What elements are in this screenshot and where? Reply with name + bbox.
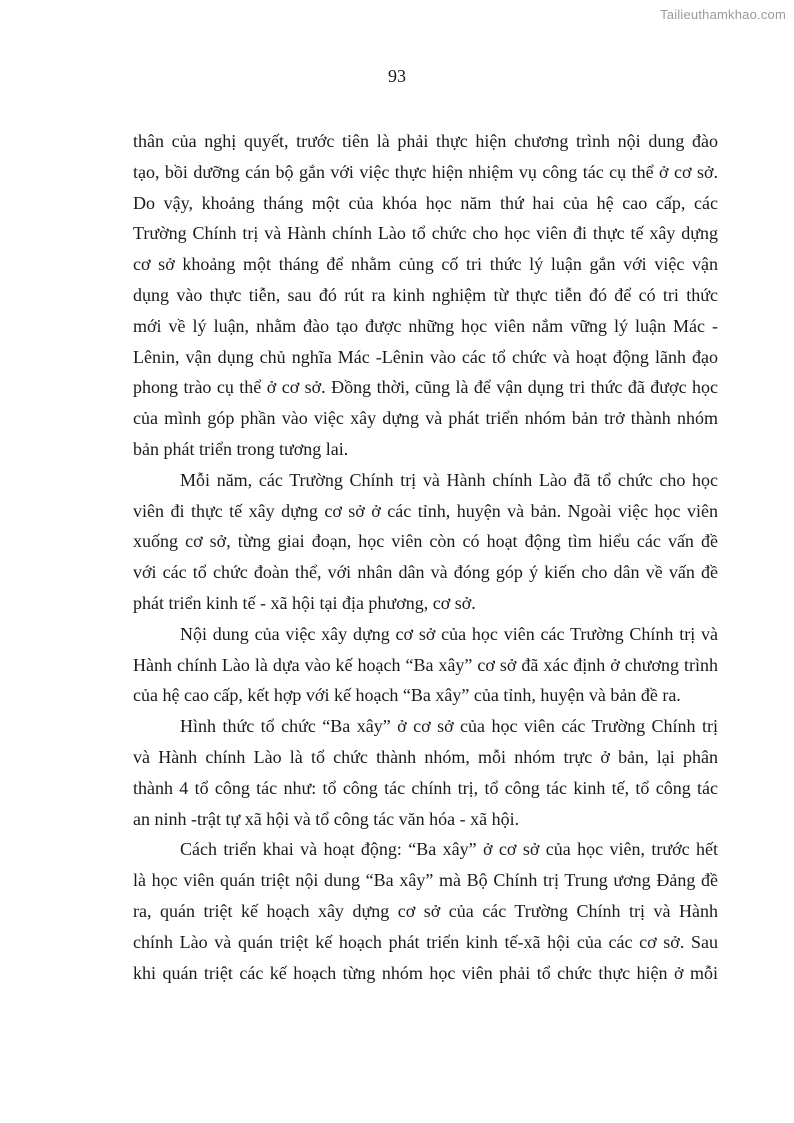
text-line: Nội dung của việc xây dựng cơ sở của học viên các Trường Chính trị và bbox=[180, 623, 718, 644]
text-line: của mình góp phần vào việc xây dựng và phát triển nhóm bản trở thành nhóm bbox=[133, 408, 718, 429]
text-line: mới về lý luận, nhằm đào tạo được những học viên nắm vững lý luận Mác - bbox=[133, 315, 718, 336]
text-line: thân của nghị quyết, trước tiên là phải thực hiện chương trình nội dung đào bbox=[133, 131, 718, 151]
text-line: là học viên quán triệt nội dung “Ba xây” mà Bộ Chính trị Trung ương Đảng đề bbox=[133, 870, 718, 891]
text-line: Lênin, vận dụng chủ nghĩa Mác -Lênin vào các tổ chức và hoạt động lãnh đạo bbox=[133, 346, 718, 367]
text-line: phát triển kinh tế - xã hội tại địa phương, cơ sở. bbox=[133, 592, 476, 613]
paragraph-2 bbox=[133, 465, 718, 619]
text-line: thành 4 tổ công tác như: tổ công tác chính trị, tổ công tác kinh tế, tổ công tác bbox=[133, 777, 718, 798]
text-line: cơ sở khoảng một tháng để nhằm củng cố tri thức lý luận gắn với việc vận bbox=[133, 254, 718, 275]
text-line: Hình thức tổ chức “Ba xây” ở cơ sở của học viên các Trường Chính trị bbox=[180, 716, 718, 737]
text-line: Trường Chính trị và Hành chính Lào tổ chức cho học viên đi thực tế xây dựng bbox=[133, 223, 718, 244]
text-line: chính Lào và quán triệt kế hoạch phát triển kinh tế-xã hội của các cơ sở. Sau bbox=[133, 931, 718, 952]
paragraph-3 bbox=[133, 619, 718, 711]
text-line: và Hành chính Lào là tổ chức thành nhóm, mỗi nhóm trực ở bản, lại phân bbox=[133, 746, 718, 767]
text-line: bản phát triển trong tương lai. bbox=[133, 438, 349, 459]
text-line: của hệ cao cấp, kết hợp với kế hoạch “Ba xây” của tỉnh, huyện và bản đề ra. bbox=[133, 685, 681, 706]
paragraph-1 bbox=[133, 126, 718, 465]
text-line: xuống cơ sở, từng giai đoạn, học viên còn có hoạt động tìm hiểu các vấn đề bbox=[133, 531, 718, 552]
text-line: Do vậy, khoảng tháng một của khóa học năm thứ hai của hệ cao cấp, các bbox=[133, 192, 718, 213]
paragraph-4 bbox=[133, 711, 718, 834]
text-line: Cách triển khai và hoạt động: “Ba xây” ở cơ sở của học viên, trước hết bbox=[180, 839, 718, 860]
text-line: Hành chính Lào là dựa vào kế hoạch “Ba xây” cơ sở đã xác định ở chương trình bbox=[133, 654, 718, 675]
text-line: viên đi thực tế xây dựng cơ sở ở các tỉnh, huyện và bản. Ngoài việc học viên bbox=[133, 500, 718, 521]
text-line: tạo, bồi dưỡng cán bộ gắn với việc thực hiện nhiệm vụ công tác cụ thể ở cơ sở. bbox=[133, 161, 718, 182]
text-line: với các tổ chức đoàn thể, với nhân dân và đóng góp ý kiến cho dân về vấn đề bbox=[133, 562, 718, 583]
text-line: phong trào cụ thể ở cơ sở. Đồng thời, cũng là để vận dụng tri thức đã được học bbox=[133, 377, 718, 398]
text-line: an ninh -trật tự xã hội và tổ công tác văn hóa - xã hội. bbox=[133, 808, 520, 829]
text-line: khi quán triệt các kế hoạch từng nhóm học viên phải tổ chức thực hiện ở mỗi bbox=[133, 962, 718, 983]
watermark-text: Tailieuthamkhao.com bbox=[660, 7, 786, 22]
paragraph-5 bbox=[133, 834, 718, 988]
document-body bbox=[133, 126, 718, 988]
text-line: ra, quán triệt kế hoạch xây dựng cơ sở của các Trường Chính trị và Hành bbox=[133, 900, 718, 921]
text-line: Mỗi năm, các Trường Chính trị và Hành chính Lào đã tổ chức cho học bbox=[180, 469, 718, 490]
text-line: dụng vào thực tiễn, sau đó rút ra kinh nghiệm từ thực tiễn đó để có tri thức bbox=[133, 284, 718, 305]
page-number: 93 bbox=[388, 66, 406, 86]
